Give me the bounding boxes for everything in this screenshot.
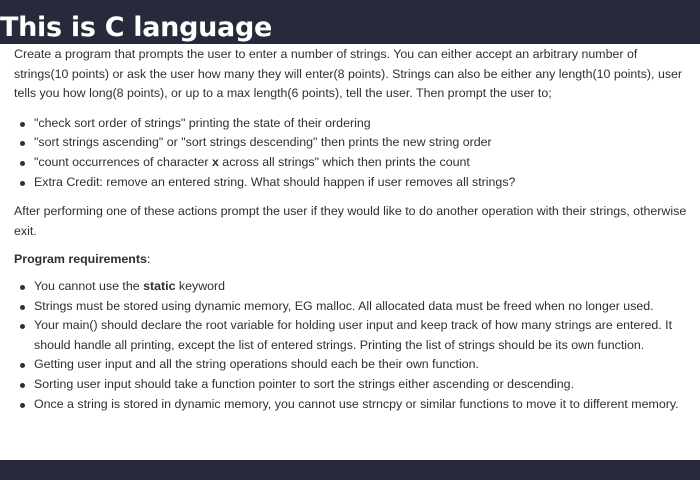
page-title: This is C language bbox=[0, 12, 273, 43]
list-item-static-keyword bbox=[34, 277, 690, 297]
option-text-before: "count occurrences of character bbox=[34, 154, 212, 169]
requirement-text-after: keyword bbox=[175, 278, 226, 293]
list-item-function-pointer: Sorting user input should take a function pointer to sort the strings either ascending or descending. bbox=[34, 375, 690, 395]
static-keyword-bold: static bbox=[143, 278, 176, 293]
list-item-main-function: Your main() should declare the root variable for holding user input and keep track of how many strings are entered. It should handle all printing, except the list of entered strings. Printing the list of strings should be its own function. bbox=[34, 316, 690, 355]
requirement-text-before: You cannot use the bbox=[34, 278, 144, 293]
requirements-heading-colon: : bbox=[146, 252, 151, 267]
list-item-sort-strings: "sort strings ascending" or "sort strings descending" then prints the new string order bbox=[34, 133, 690, 153]
requirements-list bbox=[14, 277, 690, 414]
after-actions-paragraph: After performing one of these actions prompt the user if they would like to do another operation with their strings, otherwise exit. bbox=[14, 204, 687, 238]
list-item-check-sort: "check sort order of strings" printing the state of their ordering bbox=[34, 114, 690, 134]
intro-paragraph: Create a program that prompts the user to enter a number of strings. You can either accept an arbitrary number of strings(10 points) or ask the user how many they will enter(8 points). Strings can also be either any length(10 points), user tells you how long(8 points), or up to a max length(6 points), tell the user. Then prompt the user to; bbox=[14, 47, 683, 101]
requirements-heading-text: Program requirements bbox=[14, 252, 147, 267]
character-x-bold: x bbox=[211, 154, 219, 169]
assignment-content bbox=[0, 44, 700, 460]
operation-options-list bbox=[14, 114, 690, 192]
list-item-no-strncpy: Once a string is stored in dynamic memory, you cannot use strncpy or similar functions to move it to different memory. bbox=[34, 395, 690, 415]
option-text-after: across all strings" which then prints the count bbox=[218, 154, 470, 169]
list-item-count-occurrences bbox=[34, 153, 690, 173]
list-item-dynamic-memory: Strings must be stored using dynamic memory, EG malloc. All allocated data must be freed when no longer used. bbox=[34, 297, 690, 317]
requirements-heading bbox=[14, 250, 690, 270]
list-item-extra-credit: Extra Credit: remove an entered string. What should happen if user removes all strings? bbox=[34, 173, 690, 193]
list-item-own-functions: Getting user input and all the string operations should each be their own function. bbox=[34, 355, 690, 375]
